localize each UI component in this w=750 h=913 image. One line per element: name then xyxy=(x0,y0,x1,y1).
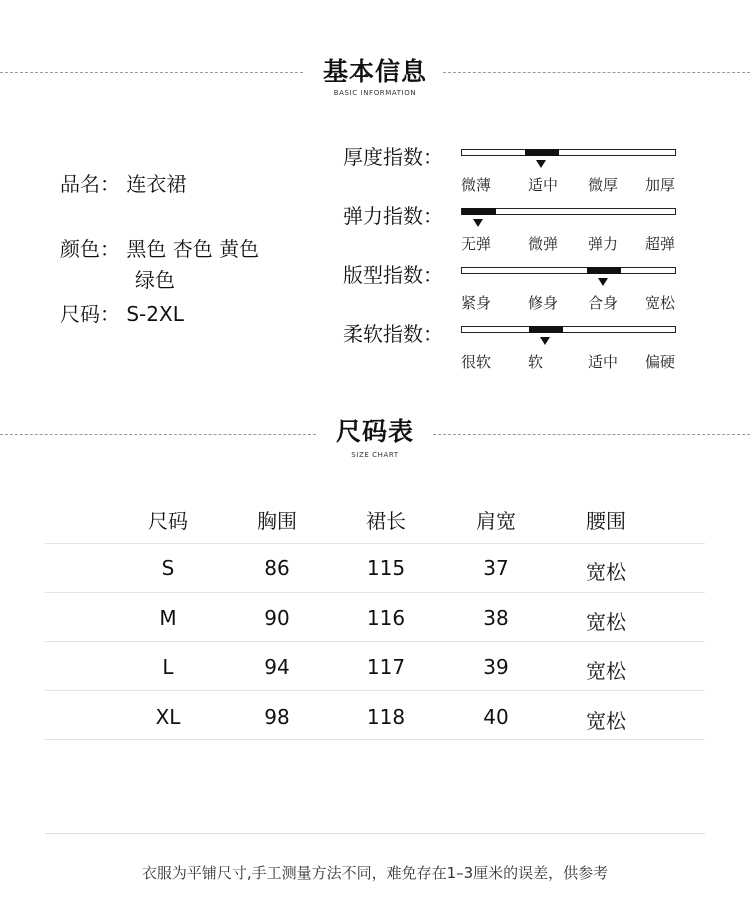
thickness-index-pointer-icon xyxy=(536,160,546,168)
table-cell: 117 xyxy=(366,655,406,679)
thickness-index-fill xyxy=(525,149,559,156)
table-cell: 86 xyxy=(264,556,290,580)
elasticity-index-fill xyxy=(462,208,496,215)
fit-index-fill xyxy=(587,267,621,274)
table-row-divider xyxy=(45,690,705,691)
table-row-divider xyxy=(45,641,705,642)
fit-scale-label: 宽松 xyxy=(645,294,676,312)
table-header-cell: 裙长 xyxy=(366,509,406,533)
table-cell: 40 xyxy=(483,705,509,729)
fit-index-pointer-icon xyxy=(598,278,608,286)
table-cell: 116 xyxy=(366,606,406,630)
product-colors: 颜色： 黑色 杏色 黄色 xyxy=(60,237,260,261)
table-cell: 94 xyxy=(264,655,290,679)
table-cell: 98 xyxy=(264,705,290,729)
softness-scale-label: 偏硬 xyxy=(645,353,676,371)
fit-scale-label: 修身 xyxy=(528,294,559,312)
softness-index-fill xyxy=(529,326,563,333)
thickness-index-label: 厚度指数： xyxy=(343,145,443,169)
table-header-cell: 尺码 xyxy=(148,509,188,533)
table-cell: 115 xyxy=(366,556,406,580)
product-sizes: 尺码： S-2XL xyxy=(60,302,184,326)
basic-info-subtitle: BASIC INFORMATION xyxy=(333,89,417,97)
fit-index-label: 版型指数： xyxy=(343,263,443,287)
table-row-divider xyxy=(45,543,705,544)
product-name: 品名： 连衣裙 xyxy=(60,172,187,196)
softness-scale-label: 很软 xyxy=(461,353,492,371)
elasticity-scale-label: 超弹 xyxy=(645,235,676,253)
table-cell: M xyxy=(159,606,177,630)
table-header-cell: 胸围 xyxy=(257,509,297,533)
size-chart-subtitle: SIZE CHART xyxy=(351,451,399,459)
table-header-cell: 肩宽 xyxy=(476,509,516,533)
size-chart-title: 尺码表 xyxy=(335,417,414,446)
fit-index-bar xyxy=(461,267,676,274)
softness-scale-label: 软 xyxy=(528,353,544,371)
softness-index-pointer-icon xyxy=(540,337,550,345)
elasticity-index-bar xyxy=(461,208,676,215)
elasticity-scale-label: 弹力 xyxy=(588,235,619,253)
table-cell: 118 xyxy=(366,705,406,729)
table-cell: 39 xyxy=(483,655,509,679)
thickness-scale-label: 加厚 xyxy=(645,176,676,194)
thickness-scale-label: 微薄 xyxy=(461,176,492,194)
table-cell: L xyxy=(162,655,174,679)
fit-scale-label: 紧身 xyxy=(461,294,492,312)
softness-index-bar xyxy=(461,326,676,333)
elasticity-index-pointer-icon xyxy=(473,219,483,227)
table-cell: 宽松 xyxy=(586,659,626,683)
measurement-note: 衣服为平铺尺寸,手工测量方法不同，难免存在1–3厘米的误差，供参考 xyxy=(141,864,609,882)
softness-index-label: 柔软指数： xyxy=(343,322,443,346)
thickness-scale-label: 适中 xyxy=(528,176,559,194)
elasticity-scale-label: 无弹 xyxy=(461,235,492,253)
table-cell: 宽松 xyxy=(586,610,626,634)
table-cell: XL xyxy=(155,705,181,729)
fit-scale-label: 合身 xyxy=(588,294,619,312)
softness-scale-label: 适中 xyxy=(588,353,619,371)
table-cell: S xyxy=(161,556,175,580)
table-cell: 90 xyxy=(264,606,290,630)
table-cell: 37 xyxy=(483,556,509,580)
table-row-divider xyxy=(45,739,705,740)
elasticity-scale-label: 微弹 xyxy=(528,235,559,253)
thickness-index-bar xyxy=(461,149,676,156)
table-cell: 38 xyxy=(483,606,509,630)
table-header-cell: 腰围 xyxy=(586,509,626,533)
table-cell: 宽松 xyxy=(586,709,626,733)
product-colors-cont: 绿色 xyxy=(135,268,175,292)
table-row-divider xyxy=(45,592,705,593)
footer-rule xyxy=(45,833,705,834)
basic-info-title: 基本信息 xyxy=(322,57,427,86)
elasticity-index-label: 弹力指数： xyxy=(343,204,443,228)
thickness-scale-label: 微厚 xyxy=(588,176,619,194)
table-cell: 宽松 xyxy=(586,560,626,584)
